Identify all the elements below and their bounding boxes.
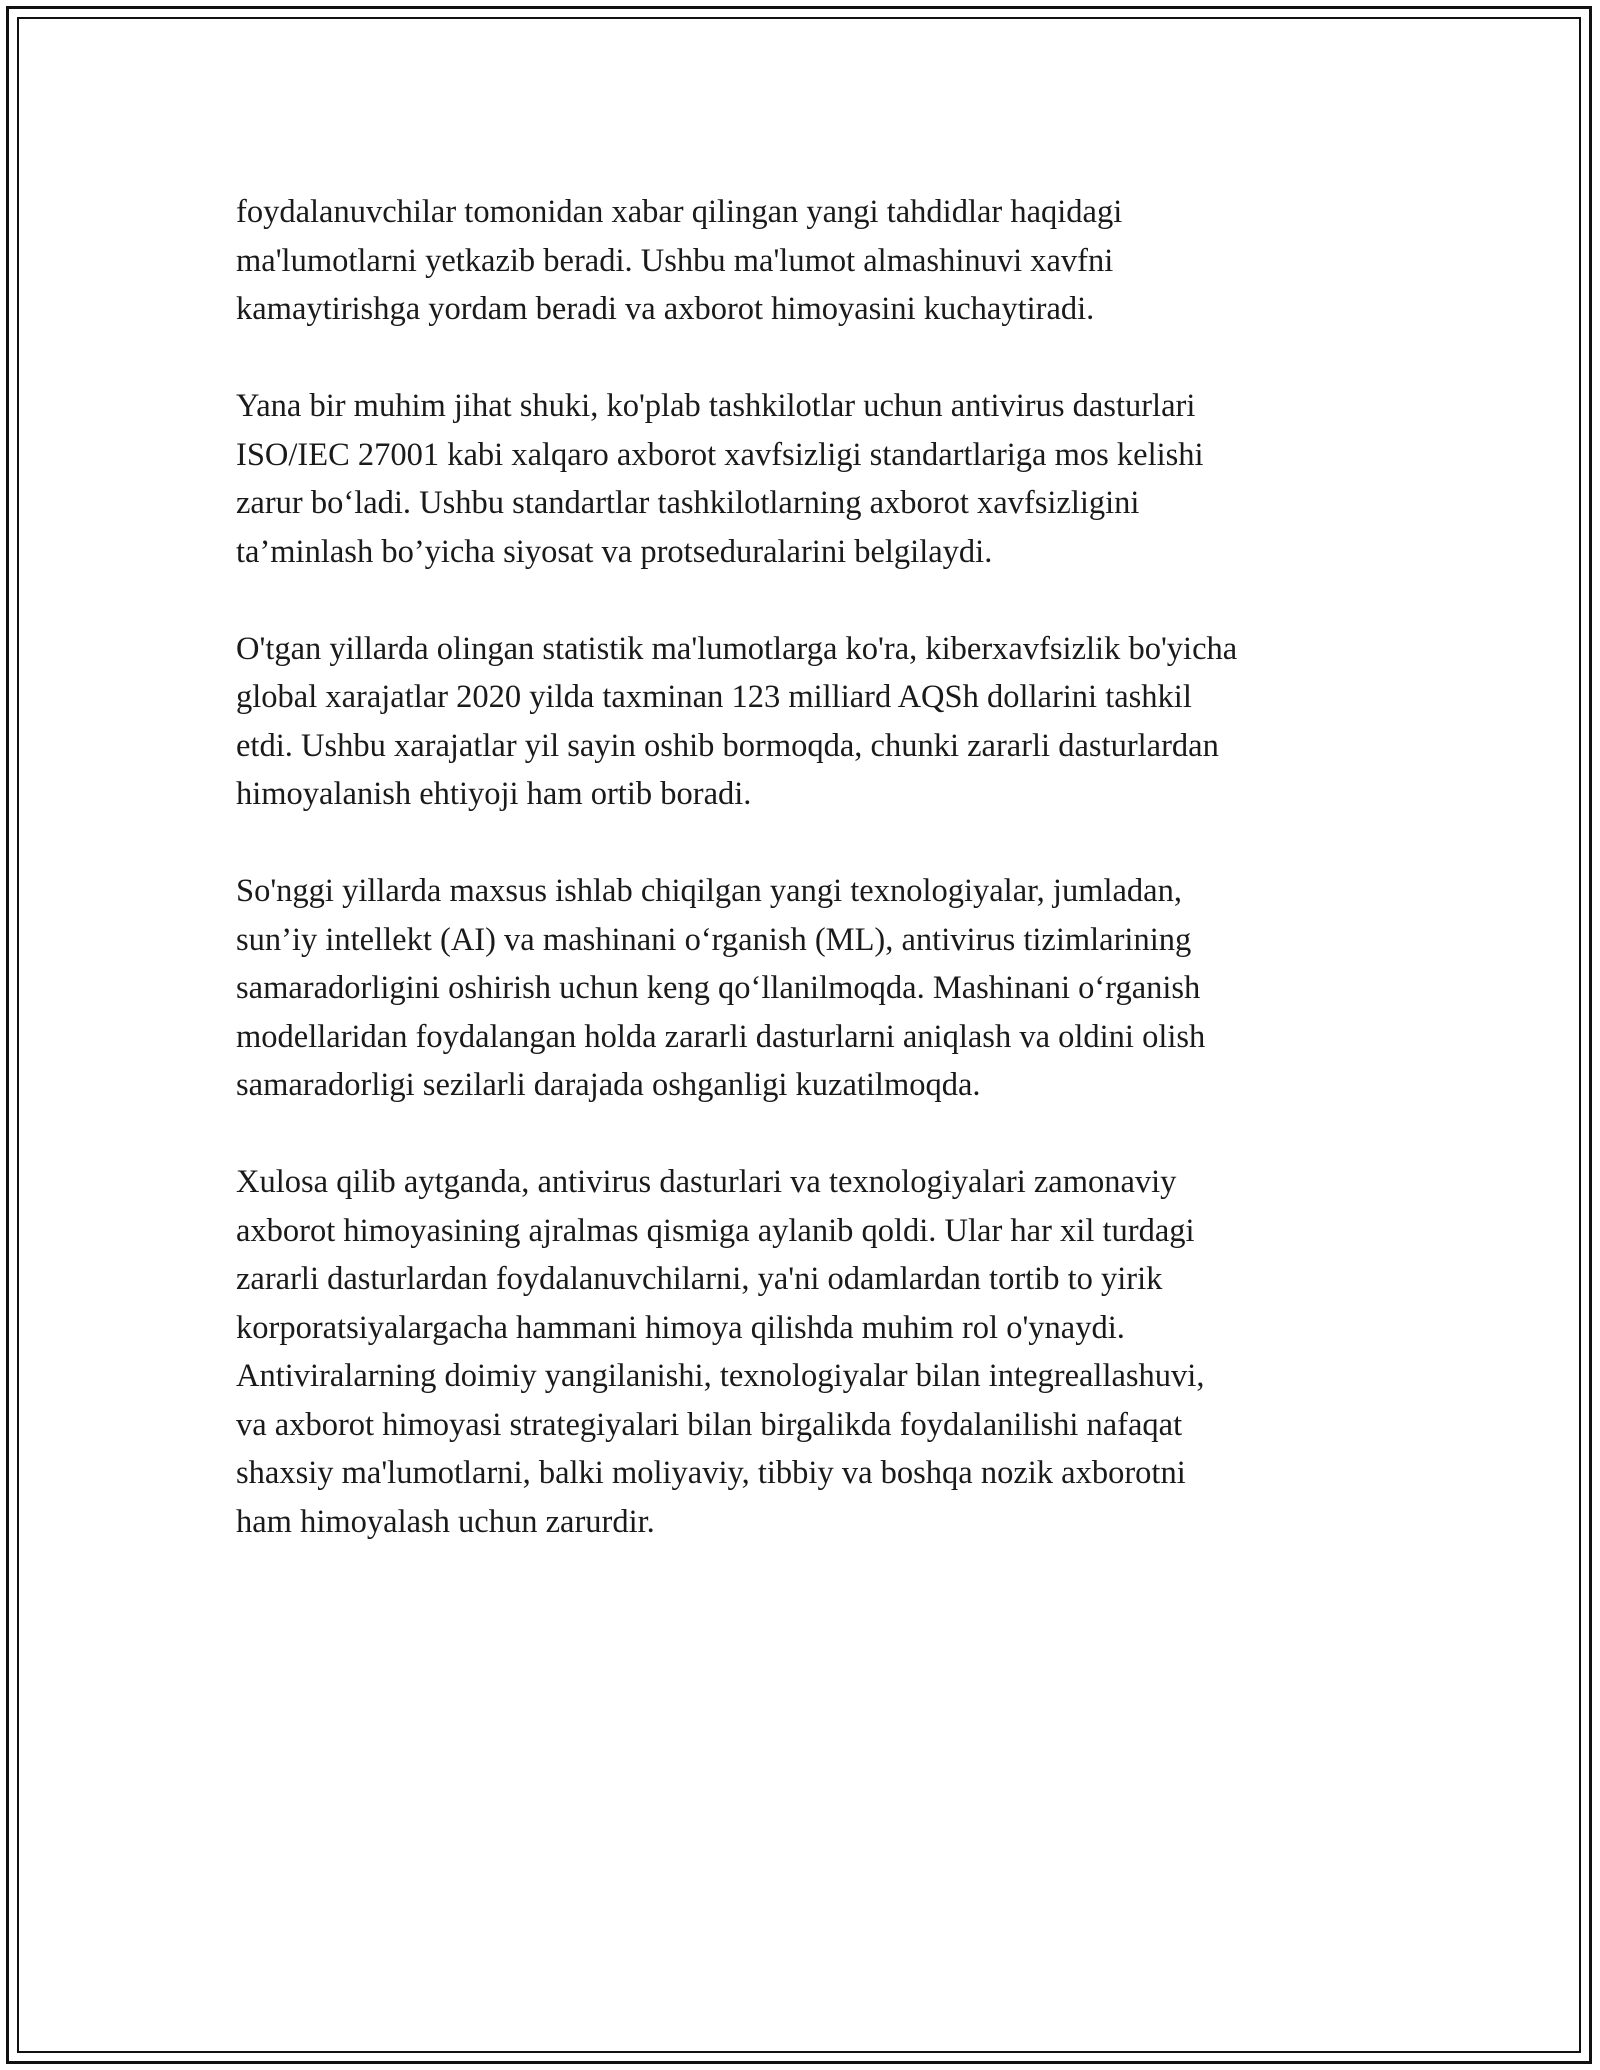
text-line: zarur bo‘ladi. Ushbu standartlar tashkilotlarning axborot xavfsizligini: [236, 485, 1140, 521]
paragraph-iso-standards: [236, 382, 1416, 576]
text-line: zararli dasturlardan foydalanuvchilarni, ya'ni odamlardan tortib to yirik: [236, 1261, 1163, 1297]
text-line: va axborot himoyasi strategiyalari bilan birgalikda foydalanilishi nafaqat: [236, 1406, 1183, 1443]
text-line: korporatsiyalargacha hammani himoya qilishda muhim rol o'ynaydi.: [236, 1309, 1125, 1346]
text-line: So'nggi yillarda maxsus ishlab chiqilgan yangi texnologiyalar, jumladan,: [236, 873, 1182, 909]
text-line: Xulosa qilib aytganda, antivirus dasturlari va texnologiyalari zamonaviy: [236, 1164, 1177, 1200]
text-line: Yana bir muhim jihat shuki, ko'plab tashkilotlar uchun antivirus dasturlari: [236, 388, 1196, 424]
text-line: sun’iy intellekt (AI) va mashinani o‘rganish (ML), antivirus tizimlarining: [236, 921, 1192, 958]
text-line: ta’minlash bo’yicha siyosat va protseduralarini belgilaydi.: [236, 533, 993, 570]
paragraph-statistics: [236, 625, 1416, 819]
text-line: global xarajatlar 2020 yilda taxminan 123 milliard AQSh dollarini tashkil: [236, 679, 1192, 715]
text-line: Antiviralarning doimiy yangilanishi, texnologiyalar bilan integreallashuvi,: [236, 1358, 1205, 1394]
text-line: foydalanuvchilar tomonidan xabar qilingan yangi tahdidlar haqidagi: [236, 194, 1123, 230]
text-line: samaradorligini oshirish uchun keng qo‘llanilmoqda. Mashinani o‘rganish: [236, 970, 1201, 1006]
text-line: ISO/IEC 27001 kabi xalqaro axborot xavfsizligi standartlariga mos kelishi: [236, 436, 1204, 473]
document-body: [236, 188, 1416, 1595]
paragraph-ai-ml: [236, 867, 1416, 1110]
text-line: shaxsiy ma'lumotlarni, balki moliyaviy, tibbiy va boshqa nozik axborotni: [236, 1455, 1186, 1491]
text-line: himoyalanish ehtiyoji ham ortib boradi.: [236, 776, 752, 812]
paragraph-threat-sharing: [236, 188, 1416, 334]
paragraph-conclusion: [236, 1158, 1416, 1546]
text-line: axborot himoyasining ajralmas qismiga aylanib qoldi. Ular har xil turdagi: [236, 1212, 1195, 1249]
text-line: modellaridan foydalangan holda zararli dasturlarni aniqlash va oldini olish: [236, 1018, 1206, 1055]
text-line: O'tgan yillarda olingan statistik ma'lumotlarga ko'ra, kiberxavfsizlik bo'yicha: [236, 630, 1238, 667]
text-line: etdi. Ushbu xarajatlar yil sayin oshib bormoqda, chunki zararli dasturlardan: [236, 727, 1219, 764]
text-line: ham himoyalash uchun zarurdir.: [236, 1503, 655, 1540]
text-line: samaradorligi sezilarli darajada oshganligi kuzatilmoqda.: [236, 1067, 981, 1103]
text-line: ma'lumotlarni yetkazib beradi. Ushbu ma'lumot almashinuvi xavfni: [236, 242, 1114, 279]
text-line: kamaytirishga yordam beradi va axborot himoyasini kuchaytiradi.: [236, 291, 1095, 327]
